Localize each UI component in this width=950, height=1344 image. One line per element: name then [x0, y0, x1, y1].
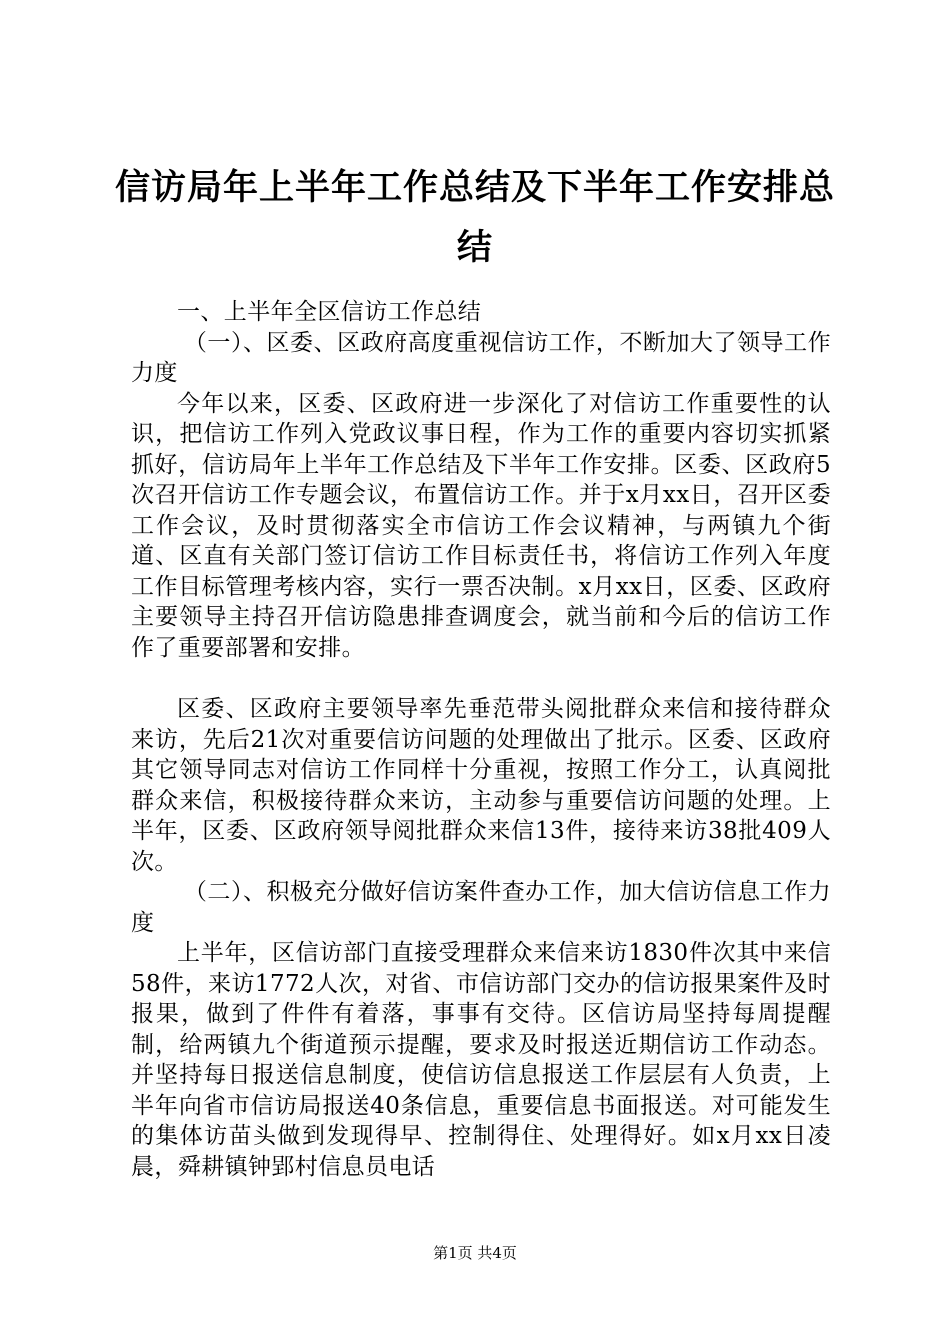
document-title: 信访局年上半年工作总结及下半年工作安排总结 [114, 168, 835, 268]
subsection-heading-1: （一）、区委、区政府高度重视信访工作，不断加大了领导工作力度 [131, 329, 831, 386]
subsection-heading-2: （二）、积极充分做好信访案件查办工作，加大信访信息工作力度 [131, 879, 831, 936]
body-paragraph-2: 区委、区政府主要领导率先垂范带头阅批群众来信和接待群众来访，先后21次对重要信访问题的处理做出了批示。区委、区政府其它领导同志对信访工作同样十分重视，按照工作分工，认真阅批群众来信，积极接待群众来访，主动参与重要信访问题的处理。上半年，区委、区政府领导阅批群众来信13件，接待来访38批409人次。 [131, 696, 831, 875]
document-body [131, 297, 831, 1182]
page-footer: 第1页 共4页 [433, 1244, 517, 1262]
body-paragraph-3: 上半年，区信访部门直接受理群众来信来访1830件次其中来信58件，来访1772人次，对省、市信访部门交办的信访报果案件及时报果，做到了件件有着落，事事有交待。区信访局坚持每周提醒制，给两镇九个街道预示提醒，要求及时报送近期信访工作动态。并坚持每日报送信息制度，使信访信息报送工作层层有人负责，上半年向省市信访局报送40条信息，重要信息书面报送。对可能发生的集体访苗头做到发现得早、控制得住、处理得好。如x月xx日凌晨，舜耕镇钟郢村信息员电话 [131, 940, 831, 1180]
body-paragraph-1: 今年以来，区委、区政府进一步深化了对信访工作重要性的认识，把信访工作列入党政议事日程，作为工作的重要内容切实抓紧抓好，信访局年上半年工作总结及下半年工作安排。区委、区政府5次召开信访工作专题会议，布置信访工作。并于x月xx日，召开区委工作会议，及时贯彻落实全市信访工作会议精神，与两镇九个街道、区直有关部门签订信访工作目标责任书，将信访工作列入年度工作目标管理考核内容，实行一票否决制。x月xx日，区委、区政府主要领导主持召开信访隐患排查调度会，就当前和今后的信访工作作了重要部署和安排。 [131, 390, 831, 661]
section-heading-1: 一、上半年全区信访工作总结 [177, 299, 482, 325]
